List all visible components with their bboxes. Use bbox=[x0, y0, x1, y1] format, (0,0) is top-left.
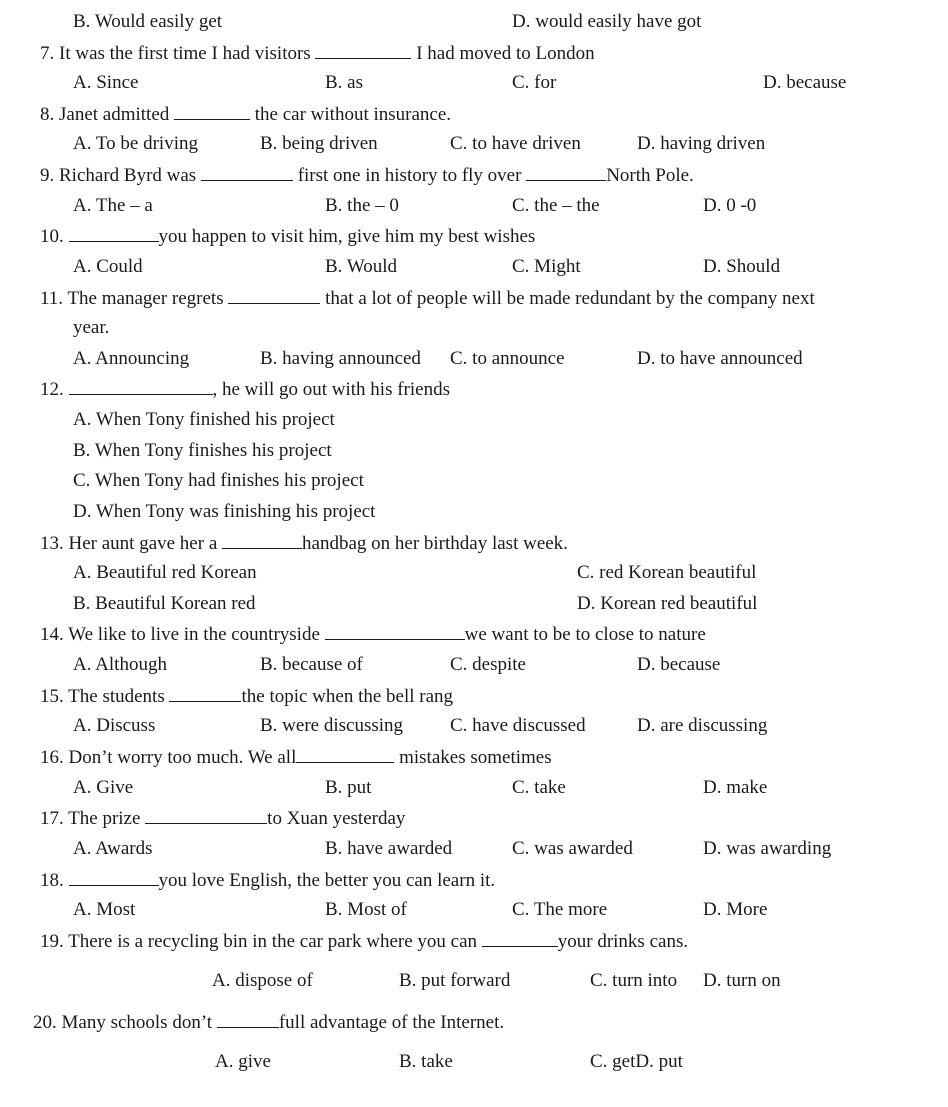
q15-option-d: D. are discussing bbox=[637, 715, 768, 736]
q17-option-d: D. was awarding bbox=[703, 838, 832, 859]
q8-text-b: the car without insurance. bbox=[254, 104, 452, 125]
answer-blank bbox=[526, 164, 606, 181]
q14-option-a: A. Although bbox=[73, 654, 167, 675]
q8-stem bbox=[40, 103, 451, 126]
answer-blank bbox=[69, 225, 159, 242]
q18-text-b: you love English, the better you can learn it. bbox=[158, 870, 496, 891]
q6-option-b: B. Would easily get bbox=[73, 11, 223, 32]
q13-option-b: B. Beautiful Korean red bbox=[73, 593, 256, 614]
q10-option-c: C. Might bbox=[512, 256, 581, 277]
q16-text-b: mistakes sometimes bbox=[399, 747, 552, 768]
q16-option-a: A. Give bbox=[73, 777, 134, 798]
q15-text-a: 15. The students bbox=[40, 686, 165, 707]
q14-option-d: D. because bbox=[637, 654, 721, 675]
q12-option-b: B. When Tony finishes his project bbox=[73, 440, 332, 461]
q12-text-b: , he will go out with his friends bbox=[212, 379, 450, 400]
q17-text-b: to Xuan yesterday bbox=[267, 808, 406, 829]
q15-option-a: A. Discuss bbox=[73, 715, 156, 736]
answer-blank bbox=[315, 42, 411, 59]
q12-text-a: 12. bbox=[40, 379, 64, 400]
q12-option-c: C. When Tony had finishes his project bbox=[73, 470, 364, 491]
answer-blank bbox=[174, 103, 250, 120]
q10-option-d: D. Should bbox=[703, 256, 781, 277]
q9-stem bbox=[40, 164, 694, 187]
q9-option-c: C. the – the bbox=[512, 195, 600, 216]
q17-stem bbox=[40, 807, 405, 830]
answer-blank bbox=[169, 685, 241, 702]
q9-option-a: A. The – a bbox=[73, 195, 153, 216]
q18-stem bbox=[40, 869, 495, 892]
q7-stem bbox=[40, 42, 595, 65]
answer-blank bbox=[482, 930, 558, 947]
q9-text-c: North Pole. bbox=[606, 165, 694, 186]
q15-option-b: B. were discussing bbox=[260, 715, 404, 736]
q20-option-b: B. take bbox=[399, 1051, 453, 1072]
q11-option-b: B. having announced bbox=[260, 348, 421, 369]
q10-option-a: A. Could bbox=[73, 256, 143, 277]
q17-option-c: C. was awarded bbox=[512, 838, 633, 859]
q13-text-a: 13. Her aunt gave her a bbox=[40, 533, 218, 554]
q10-text-b: you happen to visit him, give him my best wishes bbox=[158, 226, 536, 247]
q15-text-b: the topic when the bell rang bbox=[241, 686, 454, 707]
q11-option-a: A. Announcing bbox=[73, 348, 190, 369]
q19-stem bbox=[40, 930, 688, 953]
q16-option-b: B. put bbox=[325, 777, 372, 798]
q14-text-a: 14. We like to live in the countryside bbox=[40, 624, 320, 645]
q16-option-d: D. make bbox=[703, 777, 768, 798]
q7-option-c: C. for bbox=[512, 72, 557, 93]
q13-option-c: C. red Korean beautiful bbox=[577, 562, 757, 583]
q18-text-a: 18. bbox=[40, 870, 64, 891]
q8-option-b: B. being driven bbox=[260, 133, 378, 154]
answer-blank bbox=[228, 287, 320, 304]
q9-option-d: D. 0 -0 bbox=[703, 195, 757, 216]
q19-text-a: 19. There is a recycling bin in the car park where you can bbox=[40, 931, 477, 952]
q10-text-a: 10. bbox=[40, 226, 64, 247]
q11-stem-continued: year. bbox=[73, 317, 110, 338]
q11-text-b: that a lot of people will be made redundant by the company next bbox=[325, 288, 815, 309]
q16-option-c: C. take bbox=[512, 777, 566, 798]
q10-option-b: B. Would bbox=[325, 256, 398, 277]
q11-text-a: 11. The manager regrets bbox=[40, 288, 224, 309]
q16-text-a: 16. Don’t worry too much. We all bbox=[40, 747, 297, 768]
q20-text-b: full advantage of the Internet. bbox=[278, 1012, 505, 1033]
answer-blank bbox=[217, 1011, 279, 1028]
q12-option-d: D. When Tony was finishing his project bbox=[73, 501, 376, 522]
q9-text-a: 9. Richard Byrd was bbox=[40, 165, 197, 186]
q17-text-a: 17. The prize bbox=[40, 808, 141, 829]
q14-stem bbox=[40, 623, 706, 646]
q20-text-a: 20. Many schools don’t bbox=[33, 1012, 213, 1033]
answer-blank bbox=[201, 164, 293, 181]
q18-option-d: D. More bbox=[703, 899, 768, 920]
q19-option-b: B. put forward bbox=[399, 970, 511, 991]
q7-text-a: 7. It was the first time I had visitors bbox=[40, 43, 311, 64]
q14-option-b: B. because of bbox=[260, 654, 363, 675]
answer-blank bbox=[69, 378, 213, 395]
q13-stem bbox=[40, 532, 568, 555]
answer-blank bbox=[296, 746, 394, 763]
q20-option-a: A. give bbox=[215, 1051, 271, 1072]
q12-stem bbox=[40, 378, 450, 401]
q7-option-d: D. because bbox=[763, 72, 847, 93]
answer-blank bbox=[145, 807, 267, 824]
q20-stem bbox=[33, 1011, 504, 1034]
q8-option-a: A. To be driving bbox=[73, 133, 198, 154]
answer-blank bbox=[325, 623, 465, 640]
q8-text-a: 8. Janet admitted bbox=[40, 104, 170, 125]
q13-option-a: A. Beautiful red Korean bbox=[73, 562, 257, 583]
q18-option-c: C. The more bbox=[512, 899, 608, 920]
q11-stem bbox=[40, 287, 815, 310]
q7-option-b: B. as bbox=[325, 72, 363, 93]
q10-stem bbox=[40, 225, 535, 248]
q16-stem bbox=[40, 746, 552, 769]
q8-option-d: D. having driven bbox=[637, 133, 766, 154]
q11-option-c: C. to announce bbox=[450, 348, 565, 369]
q12-option-a: A. When Tony finished his project bbox=[73, 409, 335, 430]
q19-option-d: D. turn on bbox=[703, 970, 781, 991]
q17-option-b: B. have awarded bbox=[325, 838, 453, 859]
q8-option-c: C. to have driven bbox=[450, 133, 581, 154]
q14-option-c: C. despite bbox=[450, 654, 526, 675]
q15-stem bbox=[40, 685, 453, 708]
q6-option-d: D. would easily have got bbox=[512, 11, 702, 32]
q11-option-d: D. to have announced bbox=[637, 348, 803, 369]
q7-text-b: I had moved to London bbox=[416, 43, 595, 64]
q19-text-b: your drinks cans. bbox=[557, 931, 689, 952]
q9-text-b: first one in history to fly over bbox=[297, 165, 522, 186]
q17-option-a: A. Awards bbox=[73, 838, 153, 859]
q14-text-b: we want to be to close to nature bbox=[464, 624, 706, 645]
q13-option-d: D. Korean red beautiful bbox=[577, 593, 758, 614]
q13-text-b: handbag on her birthday last week. bbox=[302, 533, 568, 554]
q9-option-b: B. the – 0 bbox=[325, 195, 399, 216]
q18-option-b: B. Most of bbox=[325, 899, 407, 920]
q7-option-a: A. Since bbox=[73, 72, 139, 93]
answer-blank bbox=[69, 869, 159, 886]
q19-option-a: A. dispose of bbox=[212, 970, 313, 991]
answer-blank bbox=[222, 532, 302, 549]
q15-option-c: C. have discussed bbox=[450, 715, 586, 736]
q19-option-c: C. turn into bbox=[590, 970, 678, 991]
q18-option-a: A. Most bbox=[73, 899, 136, 920]
q20-option-c-d: C. getD. put bbox=[590, 1051, 683, 1072]
